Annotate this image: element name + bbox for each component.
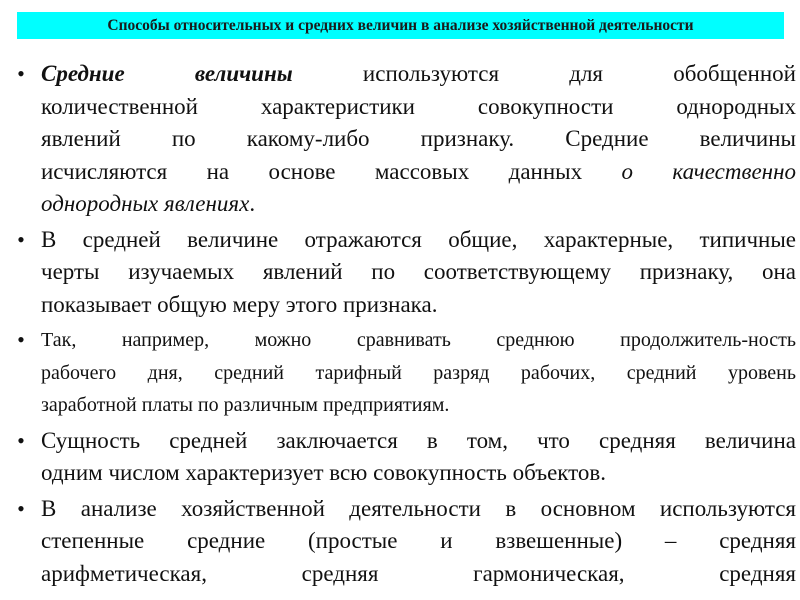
emphasized-text: Средние величины: [41, 61, 293, 86]
text-line: [41, 357, 796, 390]
text-run: В средней величине отражаются общие, характерные, типичные: [41, 226, 796, 252]
bullet-marker: •: [17, 226, 25, 252]
text-run: арифметическая, средняя гармоническая, средняя: [41, 560, 796, 586]
text-run: количественной характеристики совокупности однородных: [41, 93, 796, 119]
text-line: [41, 525, 796, 558]
text-run: исчисляются на основе массовых данных: [41, 158, 622, 184]
bullet-marker: •: [17, 61, 25, 86]
text-run: используются для обобщенной: [292, 61, 796, 86]
text-run: В анализе хозяйственной деятельности в основном используются: [41, 495, 796, 521]
text-line: [41, 224, 796, 257]
text-line: [41, 256, 796, 289]
slide-title: Способы относительных и средних величин в анализе хозяйственной деятельности: [107, 16, 694, 34]
text-line: [41, 457, 796, 490]
bullet-item: [14, 425, 796, 490]
text-run: степенные средние (простые и взвешенные) – средняя: [41, 528, 796, 553]
text-line: [41, 289, 796, 322]
text-run: Сущность средней заключается в том, что средняя величина: [41, 427, 796, 453]
bullet-list: [14, 58, 796, 593]
text-run: .: [249, 191, 256, 216]
bullet-item: [14, 224, 796, 322]
bullet-item: [14, 324, 796, 422]
text-run: рабочего дня, средний тарифный разряд рабочих, средний уровень: [41, 361, 796, 384]
text-line: [41, 558, 796, 591]
text-run: Так, например, можно сравнивать среднюю продолжитель-ность: [41, 329, 796, 351]
text-run: одним числом характеризует всю совокупность объектов.: [41, 460, 607, 485]
bullet-item: [14, 493, 796, 591]
text-run: явлений по какому-либо признаку. Средние величины: [41, 126, 796, 151]
text-line: [41, 188, 796, 221]
bullet-marker: •: [17, 427, 25, 453]
emphasized-text: однородных явлениях: [41, 191, 250, 216]
text-line: [41, 156, 796, 189]
emphasized-text: о качественно: [621, 158, 796, 184]
text-run: заработной платы по различным предприятиям.: [41, 394, 450, 416]
text-run: черты изучаемых явлений по соответствующему признаку, она: [41, 259, 796, 284]
text-line: [41, 91, 796, 124]
bullet-marker: •: [17, 327, 25, 352]
bullet-item: [14, 58, 796, 221]
text-line: [41, 324, 796, 357]
text-line: [41, 389, 796, 422]
text-line: [41, 58, 796, 91]
title-bar: [17, 12, 784, 39]
text-line: [41, 493, 796, 526]
text-line: [41, 425, 796, 458]
text-run: показывает общую меру этого признака.: [41, 291, 438, 317]
text-line: [41, 123, 796, 156]
bullet-marker: •: [17, 495, 25, 521]
